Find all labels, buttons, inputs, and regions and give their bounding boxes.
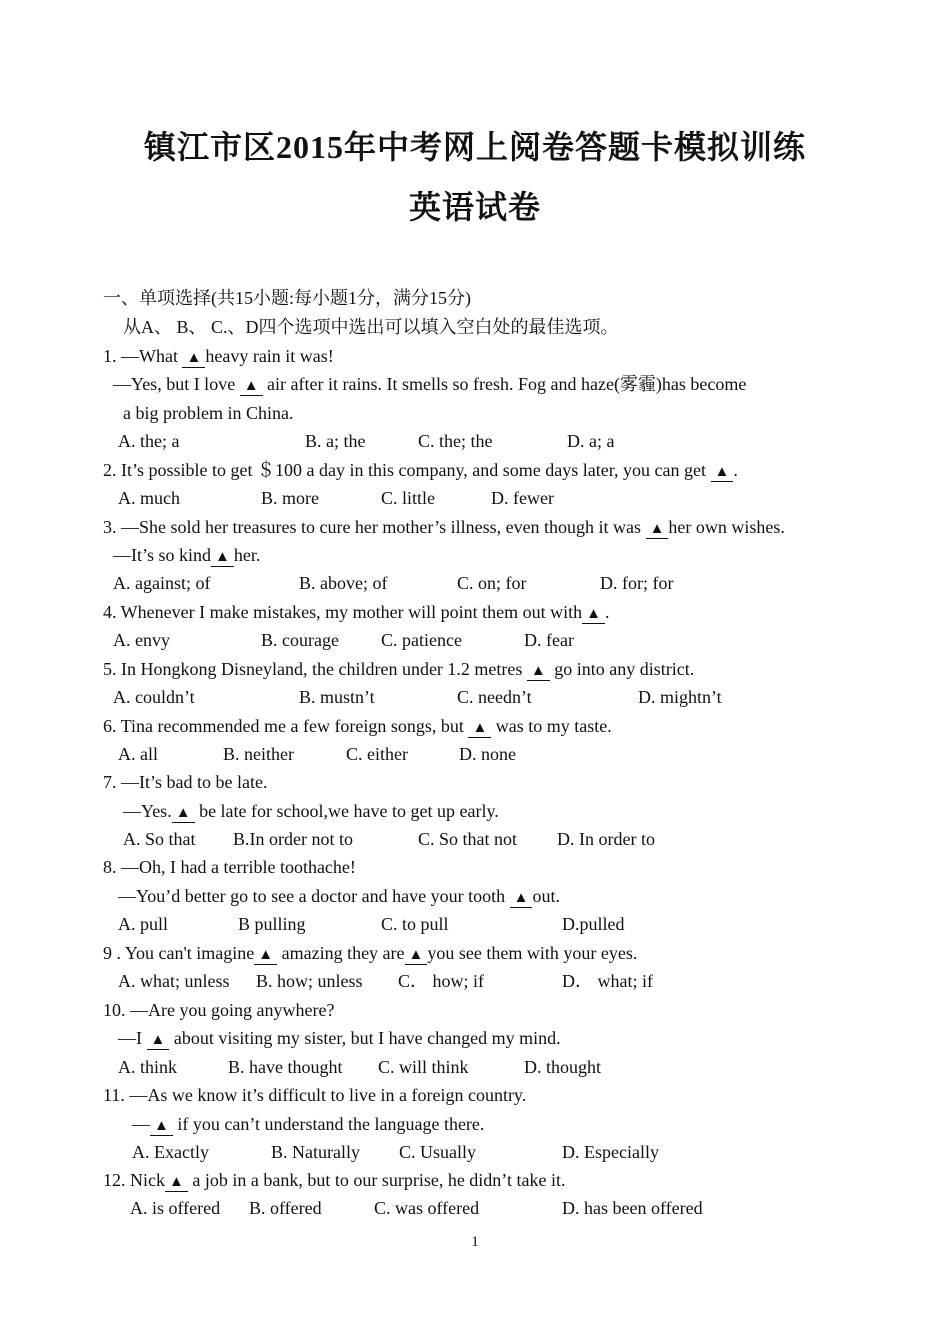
question-4: 4. Whenever I make mistakes, my mother will point them out with ▲ . bbox=[103, 602, 610, 622]
option-b: B. have thought bbox=[228, 1057, 343, 1077]
question-7-line-2: —Yes. ▲ be late for school,we have to get up early. bbox=[123, 801, 499, 821]
option-a: A. pull bbox=[118, 914, 169, 934]
answer-blank bbox=[527, 660, 550, 681]
option-b: B pulling bbox=[238, 914, 306, 934]
answer-blank bbox=[582, 603, 605, 624]
option-d: D. has been offered bbox=[562, 1198, 703, 1218]
question-1-line-3: a big problem in China. bbox=[123, 403, 294, 423]
answer-blank bbox=[510, 887, 533, 908]
question-12: 12. Nick ▲ a job in a bank, but to our surprise, he didn’t take it. bbox=[103, 1170, 566, 1190]
question-8-line-1: 8. —Oh, I had a terrible toothache! bbox=[103, 857, 356, 877]
triangle-icon: ▲ bbox=[215, 549, 230, 565]
option-b: B. mustn’t bbox=[299, 687, 375, 707]
option-d: D. fear bbox=[524, 630, 574, 650]
option-c: C. little bbox=[381, 488, 435, 508]
answer-blank bbox=[711, 461, 734, 482]
option-d: D. thought bbox=[524, 1057, 602, 1077]
option-a: A. think bbox=[118, 1057, 178, 1077]
question-6: 6. Tina recommended me a few foreign songs, but ▲ was to my taste. bbox=[103, 716, 612, 736]
question-2: 2. It’s possible to get ＄100 a day in this company, and some days later, you can get ▲ . bbox=[103, 460, 738, 480]
title-line-1: 镇江市区2015年中考网上阅卷答题卡模拟训练 bbox=[143, 129, 806, 165]
option-b: B. neither bbox=[223, 744, 294, 764]
option-a: A. is offered bbox=[130, 1198, 221, 1218]
question-8-line-2: —You’d better go to see a doctor and have your tooth ▲ out. bbox=[118, 886, 560, 906]
answer-blank bbox=[172, 802, 195, 823]
option-d: D. In order to bbox=[557, 829, 655, 849]
triangle-icon: ▲ bbox=[243, 378, 259, 394]
option-b: B.In order not to bbox=[233, 829, 353, 849]
option-b: B. Naturally bbox=[271, 1142, 360, 1162]
answer-blank bbox=[254, 944, 277, 965]
option-c: C. patience bbox=[381, 630, 462, 650]
section-instruction: 从A、 B、 C.、D四个选项中选出可以填入空白处的最佳选项。 bbox=[123, 317, 619, 337]
option-b: B. above; of bbox=[299, 573, 388, 593]
triangle-icon: ▲ bbox=[186, 350, 202, 366]
option-c: C. was offered bbox=[374, 1198, 480, 1218]
option-d: D. for; for bbox=[600, 573, 674, 593]
question-10-line-1: 10. —Are you going anywhere? bbox=[103, 1000, 335, 1020]
option-c: C. either bbox=[346, 744, 408, 764]
option-b: B. how; unless bbox=[256, 971, 363, 991]
option-a: A. all bbox=[118, 744, 158, 764]
option-a: A. envy bbox=[113, 630, 170, 650]
question-5: 5. In Hongkong Disneyland, the children under 1.2 metres ▲ go into any district. bbox=[103, 659, 695, 679]
triangle-icon: ▲ bbox=[154, 1118, 169, 1134]
answer-blank bbox=[211, 546, 234, 567]
triangle-icon: ▲ bbox=[258, 947, 274, 963]
question-9: 9 . You can't imagine ▲ amazing they are ▲ you see them with your eyes. bbox=[103, 943, 638, 963]
triangle-icon: ▲ bbox=[586, 606, 601, 622]
option-a: A. what; unless bbox=[118, 971, 230, 991]
triangle-icon: ▲ bbox=[472, 720, 488, 736]
answer-blank bbox=[240, 375, 263, 396]
question-1-line-2: —Yes, but I love ▲ air after it rains. It smells so fresh. Fog and haze(雾霾)has become bbox=[113, 374, 747, 394]
triangle-icon: ▲ bbox=[175, 805, 191, 821]
answer-blank bbox=[468, 717, 491, 738]
question-3-line-2: —It’s so kind ▲ her. bbox=[113, 545, 261, 565]
option-a: A. couldn’t bbox=[113, 687, 195, 707]
option-a: A. much bbox=[118, 488, 180, 508]
option-b: B. courage bbox=[261, 630, 339, 650]
option-b: B. offered bbox=[249, 1198, 322, 1218]
option-c: C. on; for bbox=[457, 573, 527, 593]
answer-blank bbox=[150, 1115, 173, 1136]
triangle-icon: ▲ bbox=[150, 1032, 166, 1048]
question-10-line-2: —I ▲ about visiting my sister, but I have changed my mind. bbox=[118, 1028, 561, 1048]
answer-blank bbox=[646, 518, 669, 539]
triangle-icon: ▲ bbox=[530, 663, 546, 679]
option-c: C. So that not bbox=[418, 829, 518, 849]
answer-blank bbox=[182, 347, 205, 368]
option-d: D. none bbox=[459, 744, 516, 764]
answer-blank bbox=[405, 944, 428, 965]
question-11-line-1: 11. —As we know it’s difficult to live in a foreign country. bbox=[103, 1085, 527, 1105]
option-a: A. against; of bbox=[113, 573, 211, 593]
triangle-icon: ▲ bbox=[714, 464, 730, 480]
page-number: 1 bbox=[471, 1234, 479, 1250]
option-c: C. the; the bbox=[418, 431, 493, 451]
option-d: D. a; a bbox=[567, 431, 615, 451]
option-d: D. Especially bbox=[562, 1142, 659, 1162]
option-b: B. a; the bbox=[305, 431, 366, 451]
option-d: D. fewer bbox=[491, 488, 554, 508]
triangle-icon: ▲ bbox=[169, 1174, 184, 1190]
option-c: C． how; if bbox=[398, 971, 485, 991]
option-d: D. mightn’t bbox=[638, 687, 722, 707]
option-a: A. So that bbox=[123, 829, 196, 849]
question-3-line-1: 3. —She sold her treasures to cure her mother’s illness, even though it was ▲ her own wishes. bbox=[103, 517, 785, 537]
question-7-line-1: 7. —It’s bad to be late. bbox=[103, 772, 268, 792]
section-heading: 一、单项选择(共15小题:每小题1分，满分15分) bbox=[103, 288, 471, 308]
triangle-icon: ▲ bbox=[513, 890, 529, 906]
option-b: B. more bbox=[261, 488, 319, 508]
option-c: C. to pull bbox=[381, 914, 449, 934]
option-d: D． what; if bbox=[562, 971, 653, 991]
option-a: A. the; a bbox=[118, 431, 180, 451]
option-d: D.pulled bbox=[562, 914, 625, 934]
option-c: C. needn’t bbox=[457, 687, 532, 707]
option-a: A. Exactly bbox=[132, 1142, 209, 1162]
answer-blank bbox=[147, 1029, 170, 1050]
option-c: C. will think bbox=[378, 1057, 469, 1077]
triangle-icon: ▲ bbox=[649, 521, 665, 537]
question-11-line-2: — ▲ if you can’t understand the language there. bbox=[132, 1114, 485, 1134]
option-c: C. Usually bbox=[399, 1142, 477, 1162]
answer-blank bbox=[165, 1171, 188, 1192]
title-line-2: 英语试卷 bbox=[408, 189, 541, 225]
question-1-line-1: 1. —What ▲ heavy rain it was! bbox=[103, 346, 334, 366]
triangle-icon: ▲ bbox=[408, 947, 424, 963]
